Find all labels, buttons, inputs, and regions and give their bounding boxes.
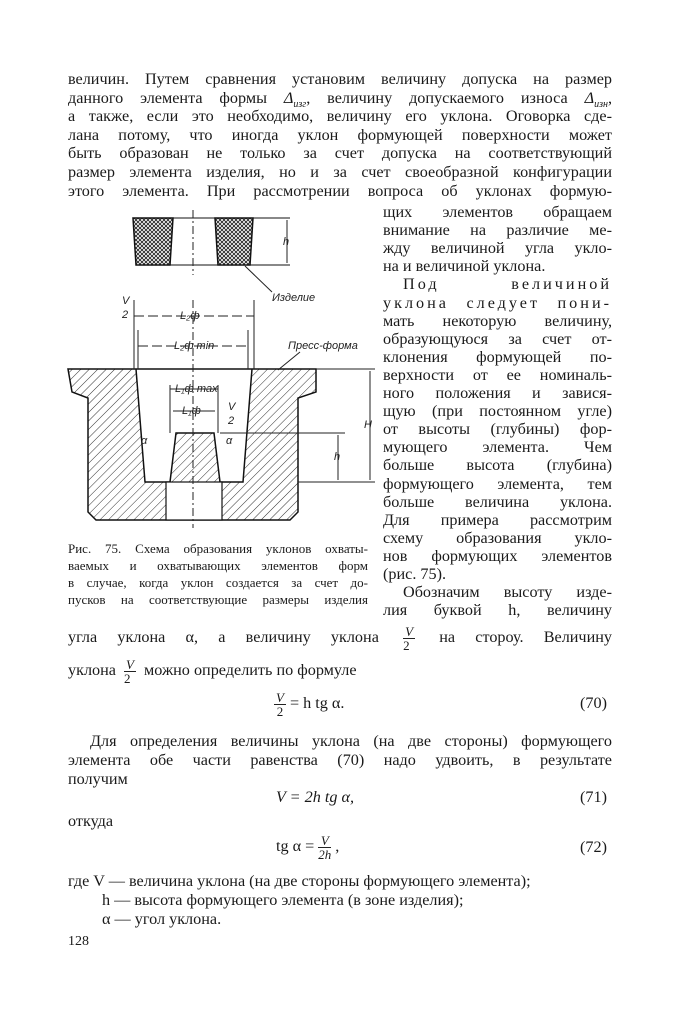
- legend-line: h — высота формующего элемента (в зоне изделия);: [102, 891, 464, 909]
- fraction: $\frac{V}{2}$: [276, 690, 284, 719]
- subscript: изн: [594, 98, 608, 110]
- text-line: Для примера рассмотрим: [383, 510, 612, 529]
- text-line: размер элемента изделия, но и за счет своеобразной конфигурации: [68, 163, 612, 181]
- text-line: щую (при постоянном угле): [383, 402, 612, 421]
- text-line: (рис. 75).: [383, 565, 447, 583]
- text-line: уклона следует пони-: [383, 293, 612, 312]
- page-number: 128: [68, 934, 89, 949]
- text-line: ваемых и охватывающих элементов форм: [68, 558, 368, 573]
- text-line: больше величина уклона.: [383, 492, 612, 511]
- text-line: Обозначим высоту изде-: [403, 583, 612, 602]
- v-label: V: [122, 295, 130, 307]
- text-line: от высоты (глубины) фор-: [383, 420, 612, 439]
- l2fmin-label: L₂ф min: [174, 340, 215, 352]
- legend-line: где V — величина уклона (на две стороны формующего элемента);: [68, 872, 531, 890]
- l2f-label: L₂ф: [180, 310, 200, 322]
- text-line: больше высота (глубина): [383, 456, 612, 475]
- text-line: Под величиной: [403, 275, 612, 294]
- product-label: Изделие: [272, 292, 316, 304]
- v-label: V: [228, 401, 236, 413]
- fraction: $\frac{V}{2}$: [124, 657, 134, 686]
- equation-70: $\frac{V}{2}$ = h tg α.: [276, 690, 345, 719]
- text-line: внимание на различие ме-: [383, 221, 612, 240]
- text-line: образующуюся за счет от-: [383, 329, 612, 348]
- alpha-label: α: [141, 435, 148, 447]
- fraction: $\frac{V}{2h}$: [318, 833, 332, 862]
- text-line: откуда: [68, 812, 114, 830]
- equation-72: tg α = $\frac{V}{2h}$ ,: [276, 833, 340, 862]
- equation-number: (70): [580, 694, 607, 712]
- fraction: $\frac{V}{2}$: [403, 624, 414, 653]
- l1fmax-label: L₁ф max: [175, 383, 218, 395]
- text-line: Для определения величины уклона (на две стороны) формующего: [90, 732, 612, 750]
- text-line: на и величиной уклона.: [383, 257, 546, 276]
- text-line: уклона $\frac{V}{2}$ можно определить по формуле: [68, 657, 357, 686]
- text-line: угла уклона α, а величину уклона $\frac{V}{2}$ на стороу. Величину: [68, 624, 612, 653]
- text-line: жду величиной угла укло-: [383, 239, 612, 258]
- subscript: изг: [293, 98, 307, 110]
- text-line: в случае, когда уклон создается за счет до-: [68, 575, 368, 590]
- h-label: h: [334, 451, 341, 463]
- text-line: щих элементов обращаем: [383, 203, 612, 221]
- H-label: H: [364, 419, 372, 431]
- equation-number: (72): [580, 838, 607, 856]
- equation-number: (71): [580, 788, 607, 806]
- mold-label: Пресс-форма: [288, 340, 358, 352]
- delta-symbol: Δ: [283, 88, 294, 107]
- text-line: клонения формующей по-: [383, 347, 612, 366]
- text-line: величин. Путем сравнения установим величину допуска на размер: [68, 70, 612, 88]
- text-line: формующего элемента, тем: [383, 474, 612, 493]
- text-line: Рис. 75. Схема образования уклонов охваты-: [68, 541, 368, 556]
- legend-line: α — угол уклона.: [102, 910, 222, 928]
- text-line: схему образования укло-: [383, 528, 612, 547]
- text-line: быть образован не только за счет допуска на соответствующий: [68, 144, 612, 163]
- text-line: пусков на соответствующие размеры изделия: [68, 592, 368, 607]
- text-line: этого элемента. При рассмотрении вопроса об уклонах формую-: [68, 181, 612, 200]
- text-line: лана потому, что иногда уклон формующей поверхности может: [68, 125, 612, 144]
- mold-drawing: [68, 295, 375, 528]
- figure-75: [60, 205, 380, 535]
- text-line: верхности от ее номиналь-: [383, 365, 612, 384]
- h-label: h: [283, 236, 290, 248]
- text-line: а также, если это необходимо, величину его уклона. Оговорка сде-: [68, 107, 612, 126]
- text-line: лия буквой h, величину: [383, 601, 612, 620]
- text-line: ного положения и завися-: [383, 384, 612, 402]
- l1f-label: L₁ф: [182, 405, 201, 417]
- text-line: получим: [68, 770, 128, 788]
- two-label: 2: [122, 309, 129, 321]
- text-line: мующего элемента. Чем: [383, 438, 612, 457]
- delta-symbol: Δ: [584, 88, 595, 107]
- alpha-label: α: [226, 435, 233, 447]
- text-line: данного элемента формы $\Delta_{изг}$, величину допускаемого износа $\Delta_{изн}$,: [68, 88, 613, 110]
- text-line: элемента обе части равенства (70) надо удвоить, в результате: [68, 751, 612, 769]
- product-drawing: [133, 210, 315, 304]
- two-label: 2: [228, 415, 235, 427]
- text-line: мать некоторую величину,: [383, 311, 612, 330]
- equation-71: V = 2h tg α,: [276, 788, 355, 806]
- text-line: нов формующих элементов: [383, 546, 612, 565]
